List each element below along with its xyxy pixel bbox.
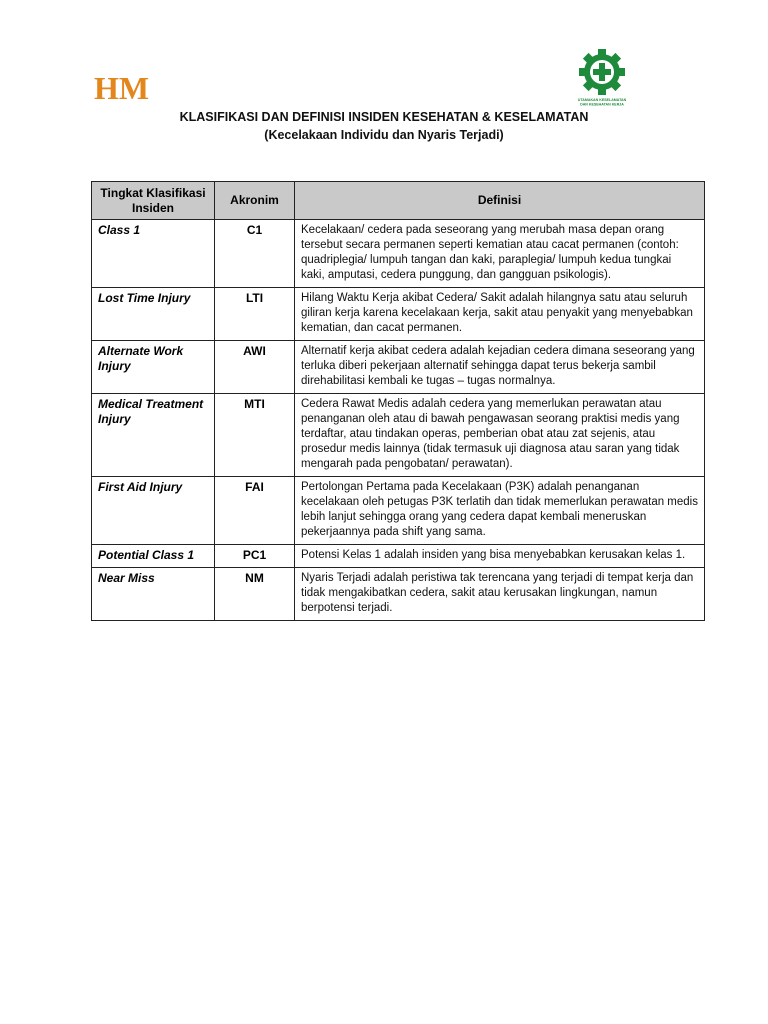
document-title: KLASIFIKASI DAN DEFINISI INSIDEN KESEHATAN & KESELAMATAN [179,110,589,124]
row-acronym: MTI [215,394,295,477]
document-subtitle: (Kecelakaan Individu dan Nyaris Terjadi) [264,128,504,142]
row-level: Class 1 [92,220,215,288]
header-definition: Definisi [295,182,705,220]
table-row [92,477,705,545]
company-logo: HM [94,70,150,106]
row-acronym: LTI [215,288,295,341]
header-acronym: Akronim [215,182,295,220]
table-row [92,288,705,341]
table-row [92,341,705,394]
row-definition: Cedera Rawat Medis adalah cedera yang memerlukan perawatan atau penanganan oleh atau di bawah pengawasan seorang praktisi medis yang terdaftar, atau tindakan operas, pemberian obat atau zat sejenis, atau prosedur medis lainnya (tidak termasuk uji diagnosa atau saran yang tidak mengarah pada pengobatan/ perawatan). [295,394,705,477]
table-header-row [92,182,705,220]
row-level: First Aid Injury [92,477,215,545]
incident-classification-table [91,181,705,621]
table-row [92,568,705,621]
table-row [92,545,705,568]
row-level: Medical Treatment Injury [92,394,215,477]
row-definition: Potensi Kelas 1 adalah insiden yang bisa menyebabkan kerusakan kelas 1. [295,545,705,568]
row-definition: Pertolongan Pertama pada Kecelakaan (P3K) adalah penanganan kecelakaan oleh petugas P3K terlatih dan tidak memerlukan perawatan medis lebih lanjut sehingga orang yang cedera dapat kembali meneruskan pekerjaannya pada shift yang sama. [295,477,705,545]
row-acronym: NM [215,568,295,621]
row-acronym: FAI [215,477,295,545]
row-level: Alternate Work Injury [92,341,215,394]
row-level: Near Miss [92,568,215,621]
header-level: Tingkat Klasifikasi Insiden [92,182,215,220]
row-level: Potential Class 1 [92,545,215,568]
k3-safety-gear-logo [572,46,632,108]
row-definition: Alternatif kerja akibat cedera adalah kejadian cedera dimana seseorang yang terluka diberi pekerjaan alternatif sehingga dapat terus bekerja sambil direhabilitasi kembali ke tugas – tugas normalnya. [295,341,705,394]
row-acronym: AWI [215,341,295,394]
row-level: Lost Time Injury [92,288,215,341]
table-row [92,220,705,288]
row-definition: Nyaris Terjadi adalah peristiwa tak terencana yang terjadi di tempat kerja dan tidak mengakibatkan cedera, sakit atau kerusakan lingkungan, namun berpotensi terjadi. [295,568,705,621]
row-acronym: C1 [215,220,295,288]
table-row [92,394,705,477]
k3-logo-caption-line2: DAN KESEHATAN KERJA [580,102,624,107]
row-acronym: PC1 [215,545,295,568]
row-definition: Kecelakaan/ cedera pada seseorang yang merubah masa depan orang tersebut secara permanen seperti kematian atau cacat permanen (contoh: quadriplegia/ lumpuh tangan dan kaki, paraplegia/ lumpuh kedua tungkai kaki, amputasi, cedera punggung, dan gangguan psikologis). [295,220,705,288]
k3-logo-caption-line1: UTAMAKAN KESELAMATAN [577,98,627,102]
row-definition: Hilang Waktu Kerja akibat Cedera/ Sakit adalah hilangnya satu atau seluruh giliran kerja karena kecelakaan kerja, sakit atau penyakit yang menyebabkan kematian, dan cacat permanen. [295,288,705,341]
